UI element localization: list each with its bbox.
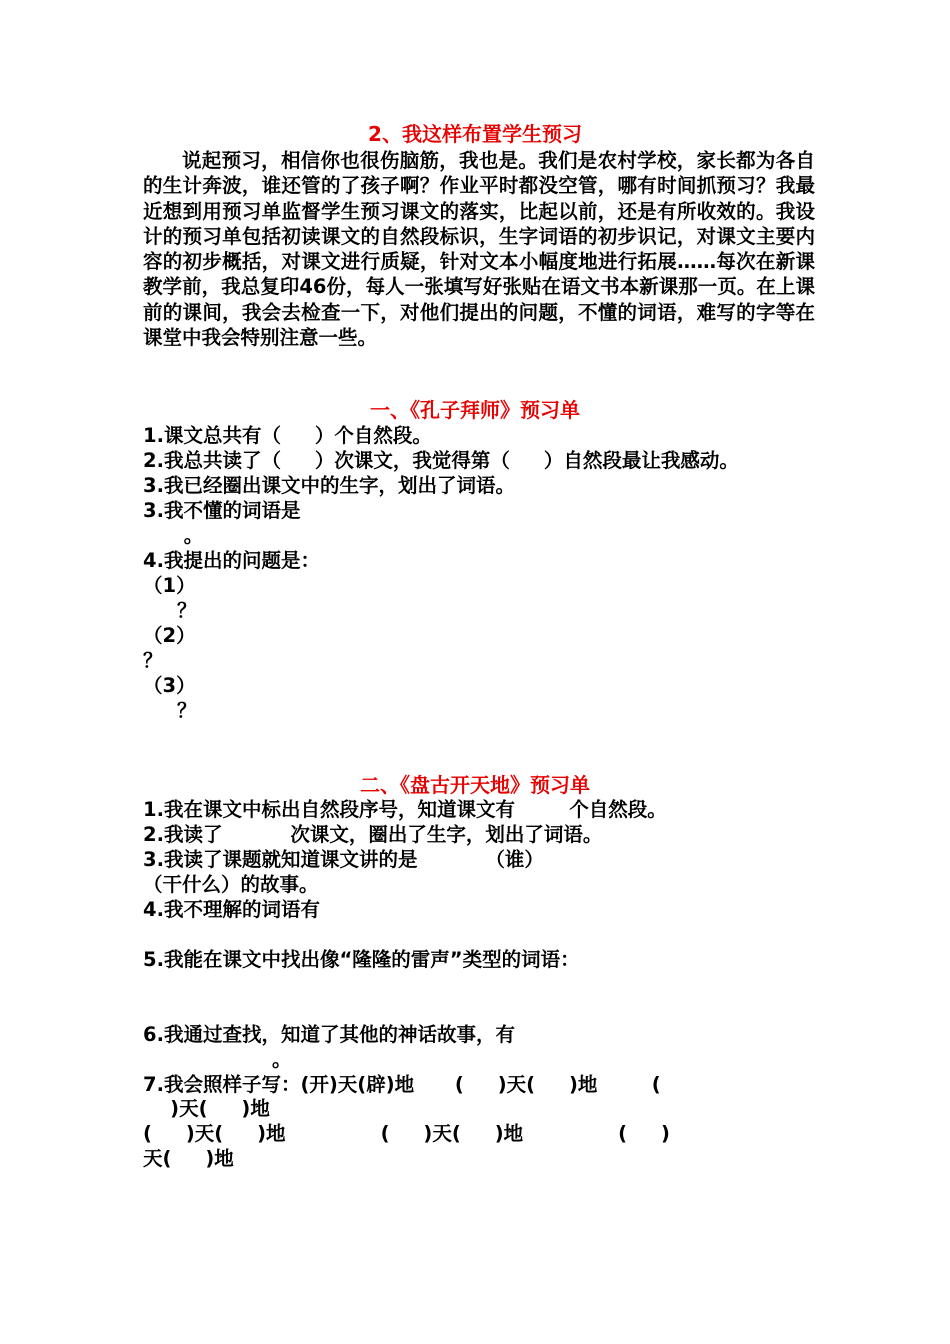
article-body: 说起预习，相信你也很伤脑筋，我也是。我们是农村学校，家长都为各自的生计奔波，谁还管的了孩子啊？作业平时都没空管，哪有时间抓预习？我最近想到用预习单监督学生预习课文的落实，比起以前，还是有所收效的。我设计的预习单包括初读课文的自然段标识，生字词语的初步识记，对课文主要内容的初步概括，对课文进行质疑，针对文本小幅度地进行拓展……每次在新课教学前，我总复印46份，每人一张填写好张贴在语文书本新课那一页。在上课前的课间，我会去检查一下，对他们提出的问题，不懂的词语，难写的字等在课堂中我会特别注意一些。 — [143, 149, 815, 350]
sheet2-line-5: 4.我不理解的词语有 — [143, 898, 320, 921]
sheet1-line-3: 3.我已经圈出课文中的生字，划出了词语。 — [143, 474, 515, 497]
sheet2-line-4: （干什么）的故事。 — [143, 873, 319, 896]
sheet1-title: 一、《孔子拜师》预习单 — [370, 398, 580, 422]
sheet2-title: 二、《盘古开天地》预习单 — [360, 773, 590, 797]
sheet1-line-5: 。 — [143, 524, 204, 547]
sheet1-line-2: 2.我总共读了（ ）次课文，我觉得第（ ）自然段最让我感动。 — [143, 449, 739, 472]
sheet1-line-7: （1） — [143, 574, 196, 597]
sheet1-line-4: 3.我不懂的词语是 — [143, 499, 301, 522]
sheet1-line-6: 4.我提出的问题是： — [143, 549, 320, 572]
sheet2-line-8: 。 — [143, 1048, 292, 1071]
sheet2-line-6: 5.我能在课文中找出像“隆隆的雷声”类型的词语： — [143, 948, 580, 971]
sheet2-line-11: ( )天( )地 ( )天( )地 ( ) — [143, 1122, 670, 1145]
sheet1-line-1: 1.课文总共有（ ）个自然段。 — [143, 424, 432, 447]
sheet2-line-10: )天( )地 — [143, 1097, 270, 1120]
sheet2-line-9: 7.我会照样子写：(开)天(辟)地 ( )天( )地 ( — [143, 1073, 661, 1096]
sheet2-line-2: 2.我读了 次课文，圈出了生字，划出了词语。 — [143, 823, 603, 846]
sheet2-line-1: 1.我在课文中标出自然段序号，知道课文有 个自然段。 — [143, 798, 667, 821]
sheet1-line-12: ？ — [143, 699, 197, 722]
sheet2-line-3: 3.我读了课题就知道课文讲的是 （谁） — [143, 848, 544, 871]
sheet1-line-8: ？ — [143, 599, 197, 622]
sheet2-line-7: 6.我通过查找，知道了其他的神话故事，有 — [143, 1023, 515, 1046]
sheet1-line-11: （3） — [143, 674, 196, 697]
sheet2-line-12: 天( )地 — [143, 1147, 234, 1170]
sheet1-line-10: ？ — [143, 649, 163, 672]
sheet1-line-9: （2） — [143, 624, 196, 647]
article-title: 2、我这样布置学生预习 — [368, 122, 582, 146]
